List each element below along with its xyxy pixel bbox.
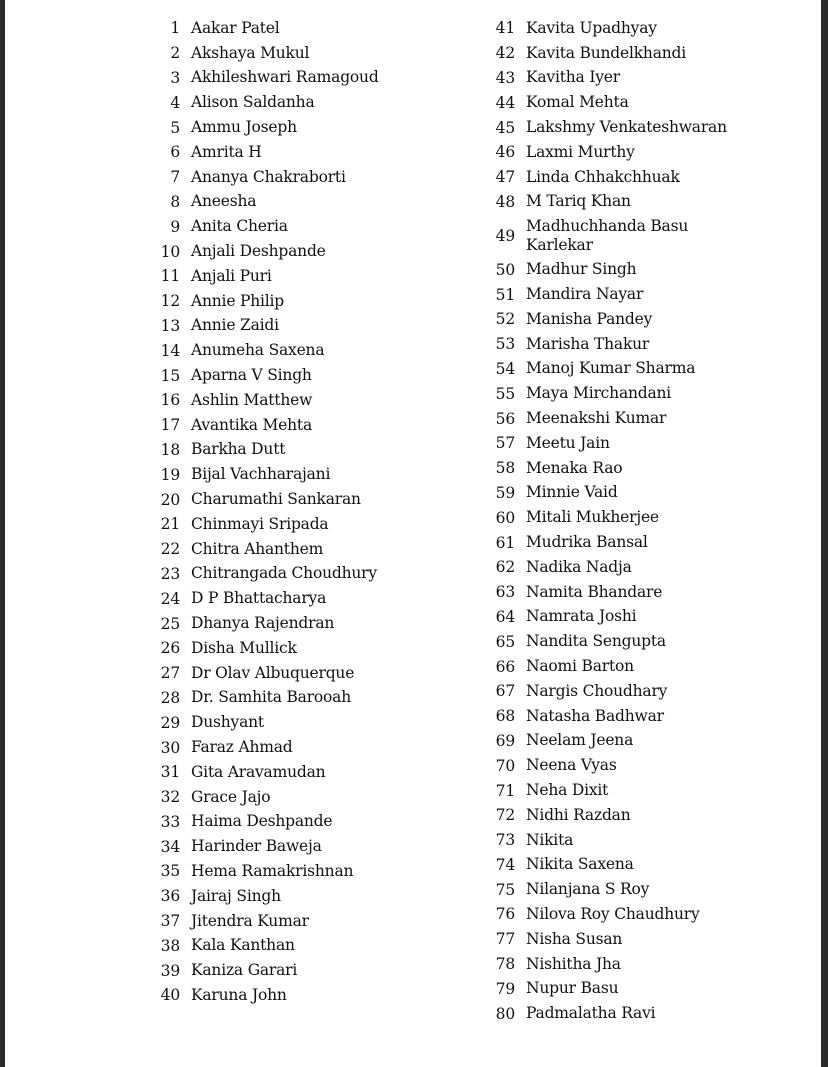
item-number: 75 — [495, 880, 515, 899]
item-name: Annie Zaidi — [191, 316, 279, 335]
item-name: Dr Olav Albuquerque — [191, 663, 355, 682]
item-name: Neelam Jeena — [526, 731, 634, 750]
item-name: Namrata Joshi — [526, 607, 637, 626]
item-number: 79 — [495, 979, 515, 998]
item-number: 1 — [170, 19, 180, 38]
list-item — [150, 190, 470, 215]
item-name: Nilanjana S Roy — [526, 880, 650, 899]
item-name: Nidhi Razdan — [526, 805, 631, 824]
item-name: Ammu Joseph — [191, 118, 297, 137]
item-number: 39 — [160, 961, 180, 980]
list-item — [150, 834, 470, 859]
item-number: 51 — [495, 285, 515, 304]
item-number: 21 — [160, 515, 180, 534]
list-item — [485, 214, 785, 257]
item-name: Nishitha Jha — [526, 954, 621, 973]
item-name: Kavitha Iyer — [526, 68, 620, 87]
item-number: 45 — [495, 118, 515, 137]
item-name: Chitra Ahanthem — [191, 539, 324, 558]
item-name: Nandita Sengupta — [526, 632, 666, 651]
item-name: Manisha Pandey — [526, 309, 653, 328]
item-number: 52 — [495, 310, 515, 329]
item-number: 30 — [160, 738, 180, 757]
list-item — [150, 214, 470, 239]
list-item — [150, 264, 470, 289]
list-item — [485, 828, 785, 853]
item-number: 10 — [160, 242, 180, 261]
item-name: Manoj Kumar Sharma — [526, 359, 696, 378]
list-item — [150, 933, 470, 958]
list-item — [485, 456, 785, 481]
list-item — [150, 785, 470, 810]
item-name: Aneesha — [191, 192, 257, 211]
list-item — [150, 66, 470, 91]
list-item — [485, 165, 785, 190]
item-name: Kala Kanthan — [191, 936, 295, 955]
list-item — [485, 605, 785, 630]
item-name: Karuna John — [191, 985, 287, 1004]
list-item — [485, 902, 785, 927]
list-item — [150, 16, 470, 41]
list-item — [485, 629, 785, 654]
item-name: Jitendra Kumar — [191, 911, 309, 930]
list-item — [150, 438, 470, 463]
item-number: 69 — [495, 731, 515, 750]
item-number: 15 — [160, 366, 180, 385]
list-item — [485, 778, 785, 803]
item-name: Haima Deshpande — [191, 812, 333, 831]
list-item — [485, 952, 785, 977]
list-item — [485, 580, 785, 605]
item-name: Akshaya Mukul — [191, 43, 310, 62]
list-item — [150, 983, 470, 1008]
item-number: 58 — [495, 459, 515, 478]
item-name: Laxmi Murthy — [526, 142, 635, 161]
item-number: 11 — [160, 267, 180, 286]
item-number: 47 — [495, 168, 515, 187]
list-item — [485, 704, 785, 729]
item-number: 71 — [495, 781, 515, 800]
list-item — [485, 381, 785, 406]
item-number: 24 — [160, 589, 180, 608]
item-number: 44 — [495, 93, 515, 112]
item-name: Anjali Puri — [191, 266, 272, 285]
item-name: Grace Jajo — [191, 787, 271, 806]
item-name: D P Bhattacharya — [191, 589, 327, 608]
item-name: Anumeha Saxena — [191, 341, 325, 360]
item-number: 55 — [495, 384, 515, 403]
item-name: Chitrangada Choudhury — [191, 564, 377, 583]
list-item — [485, 406, 785, 431]
item-name: Komal Mehta — [526, 93, 629, 112]
item-name: Ananya Chakraborti — [191, 167, 346, 186]
list-item — [485, 307, 785, 332]
item-number: 35 — [160, 862, 180, 881]
list-item — [150, 760, 470, 785]
item-number: 80 — [495, 1004, 515, 1023]
item-number: 76 — [495, 905, 515, 924]
item-number: 31 — [160, 763, 180, 782]
item-name: Dhanya Rajendran — [191, 614, 335, 633]
item-name: Akhileshwari Ramagoud — [191, 68, 379, 87]
item-name: Mudrika Bansal — [526, 533, 648, 552]
item-number: 41 — [495, 19, 515, 38]
item-name: Kavita Bundelkhandi — [526, 43, 687, 62]
item-name: Disha Mullick — [191, 638, 297, 657]
item-name: Minnie Vaid — [526, 483, 618, 502]
list-item — [485, 481, 785, 506]
item-name: Madhuchhanda Basu Karlekar — [526, 216, 689, 254]
item-number: 17 — [160, 416, 180, 435]
item-name: Barkha Dutt — [191, 440, 286, 459]
list-item — [485, 357, 785, 382]
item-number: 72 — [495, 806, 515, 825]
item-number: 5 — [170, 118, 180, 137]
names-list-left — [150, 16, 470, 1008]
item-name: Alison Saldanha — [191, 93, 315, 112]
list-item — [150, 810, 470, 835]
list-item — [150, 462, 470, 487]
list-item — [150, 562, 470, 587]
item-number: 12 — [160, 292, 180, 311]
item-number: 57 — [495, 434, 515, 453]
list-item — [485, 877, 785, 902]
item-name: Anita Cheria — [191, 217, 288, 236]
item-number: 66 — [495, 657, 515, 676]
list-item — [150, 115, 470, 140]
item-number: 27 — [160, 664, 180, 683]
item-number: 18 — [160, 440, 180, 459]
list-item — [485, 555, 785, 580]
list-item — [150, 710, 470, 735]
item-number: 9 — [170, 217, 180, 236]
item-name: Ashlin Matthew — [191, 390, 313, 409]
item-name: Naomi Barton — [526, 657, 634, 676]
item-number: 73 — [495, 831, 515, 850]
list-item — [485, 190, 785, 215]
list-item — [150, 363, 470, 388]
item-number: 33 — [160, 812, 180, 831]
item-number: 53 — [495, 335, 515, 354]
item-number: 70 — [495, 756, 515, 775]
list-item — [485, 332, 785, 357]
item-name: Nilova Roy Chaudhury — [526, 904, 700, 923]
item-name: Nikita — [526, 830, 574, 849]
item-number: 77 — [495, 930, 515, 949]
item-number: 68 — [495, 707, 515, 726]
list-item — [150, 388, 470, 413]
item-number: 3 — [170, 68, 180, 87]
item-name: Harinder Baweja — [191, 837, 322, 856]
item-name: Kaniza Garari — [191, 961, 298, 980]
item-name: Neha Dixit — [526, 781, 609, 799]
list-item — [150, 413, 470, 438]
item-name: Annie Philip — [191, 291, 285, 310]
list-item — [485, 530, 785, 555]
item-number: 48 — [495, 192, 515, 211]
item-number: 40 — [160, 986, 180, 1005]
list-item — [485, 431, 785, 456]
item-number: 61 — [495, 533, 515, 552]
item-name: Neena Vyas — [526, 756, 617, 775]
item-name: Aparna V Singh — [191, 366, 312, 385]
item-number: 6 — [170, 143, 180, 162]
item-number: 8 — [170, 192, 180, 211]
item-name: Madhur Singh — [526, 260, 637, 279]
list-item — [485, 729, 785, 754]
item-number: 42 — [495, 44, 515, 63]
list-item — [485, 505, 785, 530]
list-item — [485, 115, 785, 140]
list-item — [485, 16, 785, 41]
list-item — [150, 859, 470, 884]
list-item — [150, 165, 470, 190]
list-item — [150, 537, 470, 562]
item-name: Menaka Rao — [526, 458, 623, 477]
item-number: 38 — [160, 936, 180, 955]
item-name: Bijal Vachharajani — [191, 465, 331, 484]
item-number: 43 — [495, 68, 515, 87]
item-number: 20 — [160, 490, 180, 509]
item-number: 46 — [495, 143, 515, 162]
item-number: 22 — [160, 540, 180, 559]
item-name: M Tariq Khan — [526, 192, 631, 211]
item-number: 50 — [495, 260, 515, 279]
item-name: Faraz Ahmad — [191, 738, 293, 756]
item-name: Gita Aravamudan — [191, 762, 326, 781]
list-item — [485, 282, 785, 307]
list-item — [150, 884, 470, 909]
list-item — [485, 90, 785, 115]
item-number: 32 — [160, 788, 180, 807]
item-name: Aakar Patel — [191, 18, 280, 37]
item-number: 2 — [170, 44, 180, 63]
list-item — [150, 636, 470, 661]
item-number: 26 — [160, 639, 180, 658]
document-page — [5, 0, 821, 1067]
item-number: 63 — [495, 583, 515, 602]
item-number: 67 — [495, 682, 515, 701]
item-number: 54 — [495, 359, 515, 378]
item-name: Nikita Saxena — [526, 855, 634, 874]
list-item — [150, 586, 470, 611]
list-item — [485, 1001, 785, 1026]
list-item — [485, 654, 785, 679]
list-item — [485, 140, 785, 165]
list-item — [485, 679, 785, 704]
list-item — [150, 487, 470, 512]
item-name: Natasha Badhwar — [526, 706, 664, 725]
item-number: 36 — [160, 887, 180, 906]
item-number: 49 — [495, 226, 515, 245]
names-list-right — [485, 16, 785, 1026]
item-name: Namita Bhandare — [526, 582, 663, 601]
item-name: Dushyant — [191, 713, 264, 732]
list-item — [150, 958, 470, 983]
item-number: 62 — [495, 558, 515, 577]
item-name: Hema Ramakrishnan — [191, 861, 354, 880]
item-number: 23 — [160, 564, 180, 583]
item-name: Anjali Deshpande — [191, 242, 326, 261]
item-name: Meetu Jain — [526, 433, 610, 452]
item-number: 56 — [495, 409, 515, 428]
item-name: Linda Chhakchhuak — [526, 167, 680, 186]
item-name: Nadika Nadja — [526, 557, 632, 576]
list-item — [485, 927, 785, 952]
item-number: 60 — [495, 508, 515, 527]
item-name: Mitali Mukherjee — [526, 508, 659, 527]
item-number: 7 — [170, 168, 180, 187]
item-number: 59 — [495, 483, 515, 502]
item-number: 78 — [495, 955, 515, 974]
list-item — [485, 803, 785, 828]
item-number: 34 — [160, 837, 180, 856]
item-name: Dr. Samhita Barooah — [191, 688, 352, 707]
item-number: 4 — [170, 93, 180, 112]
list-item — [150, 735, 470, 760]
item-name: Chinmayi Sripada — [191, 514, 329, 533]
list-item — [485, 257, 785, 282]
item-name: Nisha Susan — [526, 929, 623, 948]
item-name: Nupur Basu — [526, 979, 619, 998]
item-number: 25 — [160, 614, 180, 633]
list-item — [150, 338, 470, 363]
list-item — [150, 512, 470, 537]
item-number: 37 — [160, 912, 180, 931]
item-number: 28 — [160, 688, 180, 707]
list-item — [150, 314, 470, 339]
item-name: Meenakshi Kumar — [526, 409, 667, 428]
list-item — [150, 661, 470, 686]
item-name: Padmalatha Ravi — [526, 1004, 656, 1023]
list-item — [485, 753, 785, 778]
item-name: Mandira Nayar — [526, 285, 644, 304]
item-name: Avantika Mehta — [191, 415, 312, 434]
item-name: Kavita Upadhyay — [526, 18, 657, 37]
item-number: 64 — [495, 607, 515, 626]
item-name: Marisha Thakur — [526, 334, 650, 353]
item-number: 13 — [160, 316, 180, 335]
list-item — [150, 239, 470, 264]
item-name: Nargis Choudhary — [526, 681, 668, 700]
list-item — [150, 686, 470, 711]
item-name: Maya Mirchandani — [526, 384, 672, 403]
list-item — [150, 289, 470, 314]
item-number: 19 — [160, 465, 180, 484]
item-name: Jairaj Singh — [191, 886, 281, 905]
list-item — [485, 41, 785, 66]
item-number: 14 — [160, 341, 180, 360]
item-number: 29 — [160, 713, 180, 732]
list-item — [485, 976, 785, 1001]
list-item — [150, 90, 470, 115]
item-name: Amrita H — [191, 142, 262, 161]
list-item — [150, 909, 470, 934]
list-item — [150, 140, 470, 165]
item-name: Charumathi Sankaran — [191, 490, 361, 509]
list-item — [485, 66, 785, 91]
list-item — [150, 41, 470, 66]
item-number: 74 — [495, 855, 515, 874]
item-number: 16 — [160, 391, 180, 410]
list-item — [485, 853, 785, 878]
list-item — [150, 611, 470, 636]
item-number: 65 — [495, 632, 515, 651]
item-name: Lakshmy Venkateshwaran — [526, 118, 727, 137]
